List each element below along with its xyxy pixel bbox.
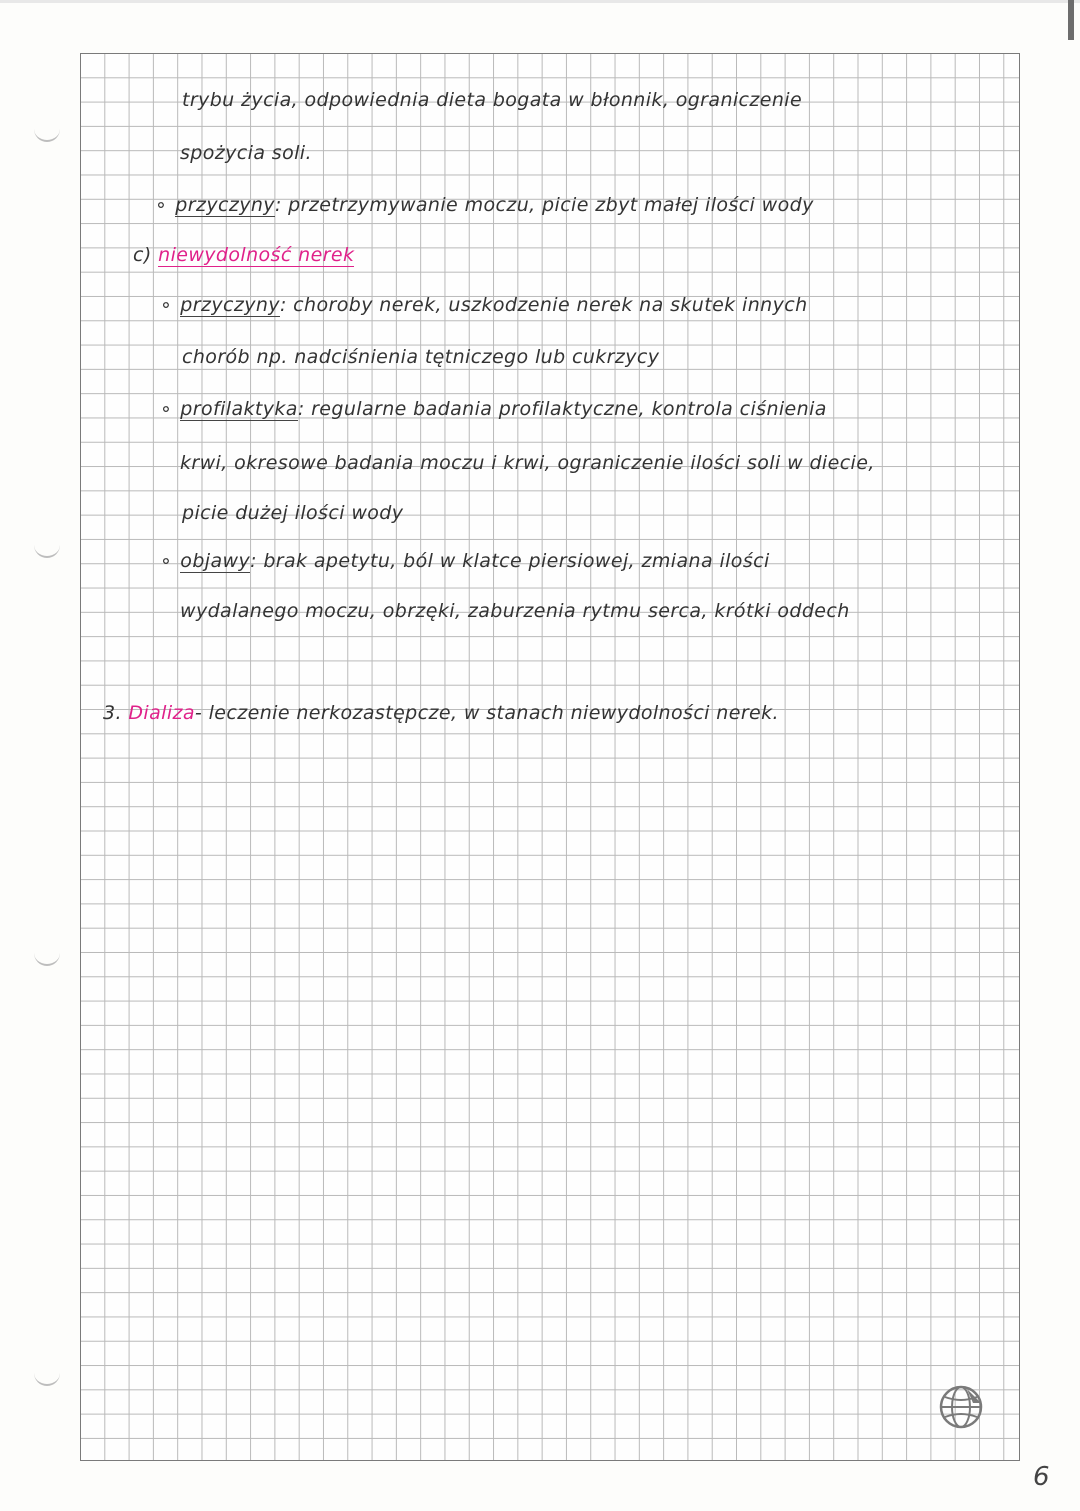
bullet-line [160, 548, 770, 574]
note-text: wydalanego moczu, obrzęki, zaburzenia rytmu serca, krótki oddech [180, 600, 850, 622]
bullet-line [160, 292, 808, 318]
note-text: - leczenie nerkozastępcze, w stanach niewydolności nerek. [194, 702, 779, 724]
note-text: : przetrzymywanie moczu, picie zbyt małej ilości wody [274, 194, 814, 216]
bullet-icon: ∘ [160, 398, 173, 420]
page-number: 6 [1033, 1462, 1050, 1492]
note-line [180, 598, 850, 624]
note-line [182, 500, 403, 526]
note-text: trybu życia, odpowiednia dieta bogata w błonnik, ograniczenie [182, 89, 803, 111]
punch-hole [34, 540, 60, 558]
bullet-line [160, 396, 827, 422]
bullet-label: objawy [180, 550, 251, 572]
bullet-icon: ∘ [160, 550, 173, 572]
globe-logo-icon [937, 1383, 985, 1431]
page-top-edge [0, 0, 1080, 3]
bullet-label: profilaktyka [180, 398, 298, 420]
bullet-label: przyczyny [180, 294, 280, 316]
note-line [182, 87, 802, 113]
punch-hole [34, 124, 60, 142]
note-text: : regularne badania profilaktyczne, kontrola ciśnienia [297, 398, 827, 420]
punch-hole [34, 948, 60, 966]
bullet-icon: ∘ [160, 294, 173, 316]
bullet-icon: ∘ [155, 194, 168, 216]
note-text: chorób np. nadciśnienia tętniczego lub cukrzycy [182, 346, 660, 368]
heading-text: Dializa [128, 702, 195, 724]
subsection-heading [133, 242, 354, 268]
list-marker: 3. [103, 702, 122, 724]
note-line [180, 450, 875, 476]
note-text: picie dużej ilości wody [182, 502, 404, 524]
section-heading [103, 700, 779, 726]
page-scan-edge [1068, 0, 1074, 40]
note-text: spożycia soli. [180, 142, 312, 164]
heading-text: niewydolność nerek [158, 244, 355, 266]
note-text: : choroby nerek, uszkodzenie nerek na skutek innych [279, 294, 808, 316]
note-line [180, 140, 312, 166]
bullet-line [155, 192, 814, 218]
bullet-label: przyczyny [175, 194, 275, 216]
note-text: krwi, okresowe badania moczu i krwi, ograniczenie ilości soli w diecie, [180, 452, 875, 474]
punch-hole [34, 1368, 60, 1386]
list-marker: c) [133, 244, 152, 266]
note-line [182, 344, 659, 370]
note-text: : brak apetytu, ból w klatce piersiowej, zmiana ilości [250, 550, 770, 572]
